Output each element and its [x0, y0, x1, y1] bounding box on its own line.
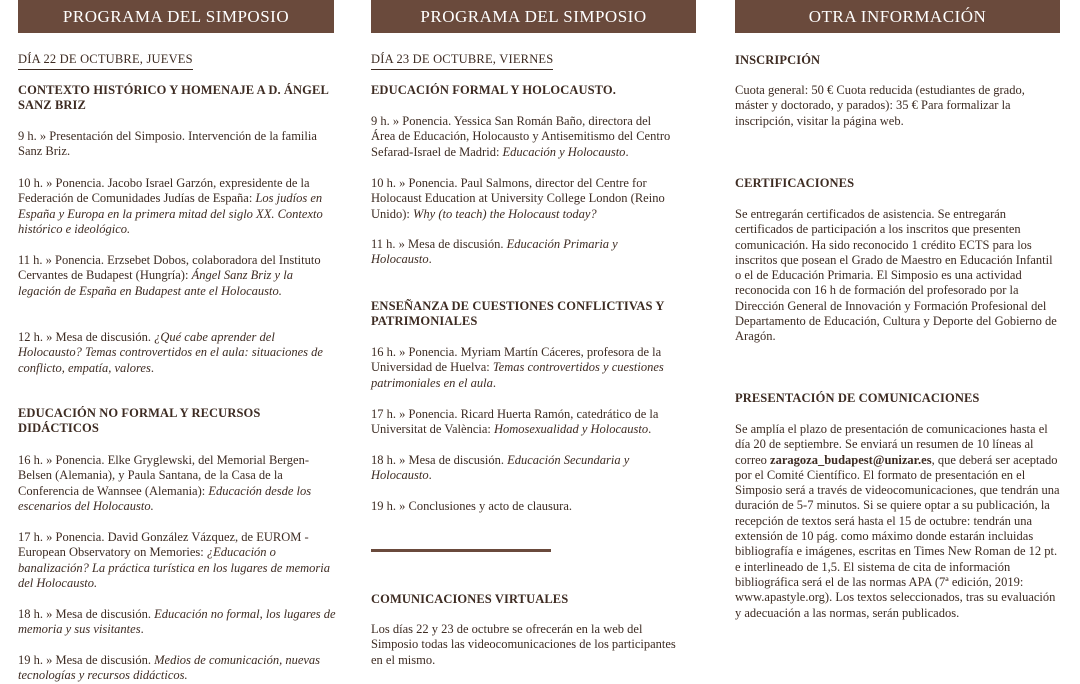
banner-otra-informacion — [735, 0, 1060, 33]
program-item: 10 h. » Ponencia. Paul Salmons, director del Centre for Holocaust Education at University College London (Reino Unido): Why (to teach) the Holocaust today? — [371, 176, 665, 221]
program-item: 19 h. » Conclusiones y acto de clausura. — [371, 499, 572, 513]
paragraph-inscripcion: Cuota general: 50 € Cuota reducida (estudiantes de grado, máster y doctorado, y parados): 35 € Para formalizar la inscripción, visitar la página web. — [735, 83, 1025, 128]
program-item: 16 h. » Ponencia. Elke Gryglewski, del Memorial Bergen-Belsen (Alemania), y Paula Santana, de la Casa de la Conferencia de Wannsee (Alemania): Educación desde los escenarios del Holocausto. — [18, 453, 312, 513]
section-title-presentacion-comunicaciones: PRESENTACIÓN DE COMUNICACIONES — [735, 391, 980, 405]
section-title-cuestiones-conflictivas: ENSEÑANZA DE CUESTIONES CONFLICTIVAS Y PATRIMONIALES — [371, 299, 664, 328]
paragraph-comunicaciones-virtuales: Los días 22 y 23 de octubre se ofrecerán en la web del Simposio todas las videocomunicaciones de los participantes en el mismo. — [371, 622, 676, 667]
day-heading-23: DÍA 23 DE OCTUBRE, VIERNES — [371, 52, 553, 70]
section-title-educacion-formal: EDUCACIÓN FORMAL Y HOLOCAUSTO. — [371, 83, 616, 97]
banner-title: OTRA INFORMACIÓN — [808, 6, 987, 26]
banner-programa-1 — [18, 0, 334, 33]
paragraph-certificaciones: Se entregarán certificados de asistencia. Se entregarán certificados de participación a los inscritos que presenten comunicación. Ha sido reconocido 1 crédito ECTS para los inscritos que posean el Grado de Maestro en Educación Infantil o el de Educación Primaria. El Simposio es una actividad reconocida con 16 h de formación del profesorado por la Dirección General de Innovación y Formación Profesional del Departamento de Educación, Cultura y Deporte del Gobierno de Aragón. — [735, 207, 1057, 344]
banner-title: PROGRAMA DEL SIMPOSIO — [420, 6, 647, 26]
section-title-contexto: CONTEXTO HISTÓRICO Y HOMENAJE A D. ÁNGEL SANZ BRIZ — [18, 83, 329, 112]
section-title-inscripcion: INSCRIPCIÓN — [735, 53, 821, 67]
section-title-educacion-no-formal: EDUCACIÓN NO FORMAL Y RECURSOS DIDÁCTICOS — [18, 406, 261, 435]
program-item: 9 h. » Presentación del Simposio. Intervención de la familia Sanz Briz. — [18, 129, 317, 159]
program-item: 11 h. » Mesa de discusión. Educación Primaria y Holocausto. — [371, 237, 618, 267]
program-item: 17 h. » Ponencia. David González Vázquez, de EUROM - European Observatory on Memories: ¿Educación o banalización? La práctica turística en los lugares de memoria del Holocausto. — [18, 530, 331, 590]
program-item: 16 h. » Ponencia. Myriam Martín Cáceres, profesora de la Universidad de Huelva: Temas controvertidos y cuestiones patrimoniales en el aula. — [371, 345, 664, 390]
paragraph-presentacion: Se amplía el plazo de presentación de comunicaciones hasta el día 20 de septiembre. Se enviará un resumen de 10 líneas al correo zaragoza_budapest@unizar.es, que deberá ser aceptado por el Comité Científico. El formato de presentación en el Simposio será a través de videocomunicaciones, que tendrán una duración de 5-7 minutos. Si se quiere optar a su publicación, la recepción de textos será hasta el 15 de octubre: tendrán una extensión de 10 pág. como máximo donde estarán incluidas bibliografía e imágenes, escritas en Times New Roman de 12 pt. e interlineado de 1,5. El sistema de cita de información bibliográfica será el de las normas APA (7ª edición, 2019: www.apastyle.org). Los textos seleccionados, tras su evaluación y adecuación a las normas, serán publicados. — [735, 422, 1060, 620]
program-item: 9 h. » Ponencia. Yessica San Román Baño, directora del Área de Educación, Holocausto y Antisemitismo del Centro Sefarad-Israel de Madrid: Educación y Holocausto. — [371, 114, 671, 159]
program-item: 11 h. » Ponencia. Erzsebet Dobos, colaboradora del Instituto Cervantes de Budapest (Hungría): Ángel Sanz Briz y la legación de España en Budapest ante el Holocausto. — [18, 253, 321, 298]
banner-title: PROGRAMA DEL SIMPOSIO — [62, 6, 290, 26]
section-title-comunicaciones-virtuales: COMUNICACIONES VIRTUALES — [371, 592, 569, 606]
program-item: 18 h. » Mesa de discusión. Educación no formal, los lugares de memoria y sus visitantes. — [18, 607, 336, 637]
section-divider — [371, 549, 551, 552]
program-item: 18 h. » Mesa de discusión. Educación Secundaria y Holocausto. — [371, 453, 630, 483]
section-title-certificaciones: CERTIFICACIONES — [735, 176, 855, 190]
program-item: 17 h. » Ponencia. Ricard Huerta Ramón, catedrático de la Universitat de València: Homosexualidad y Holocausto. — [371, 407, 659, 437]
day-heading-22: DÍA 22 DE OCTUBRE, JUEVES — [18, 52, 193, 70]
program-item: 10 h. » Ponencia. Jacobo Israel Garzón, expresidente de la Federación de Comunidades Judías de España: Los judíos en España y Europa en la primera mitad del siglo XX. Contexto histórico e ideológico. — [18, 176, 323, 236]
email-link[interactable]: zaragoza_budapest@unizar.es — [770, 452, 932, 467]
program-item: 12 h. » Mesa de discusión. ¿Qué cabe aprender del Holocausto? Temas controvertidos en el aula: situaciones de conflicto, empatía, valores. — [18, 330, 323, 375]
banner-programa-2 — [371, 0, 696, 33]
program-item: 19 h. » Mesa de discusión. Medios de comunicación, nuevas tecnologías y recursos didácticos. — [18, 653, 321, 683]
